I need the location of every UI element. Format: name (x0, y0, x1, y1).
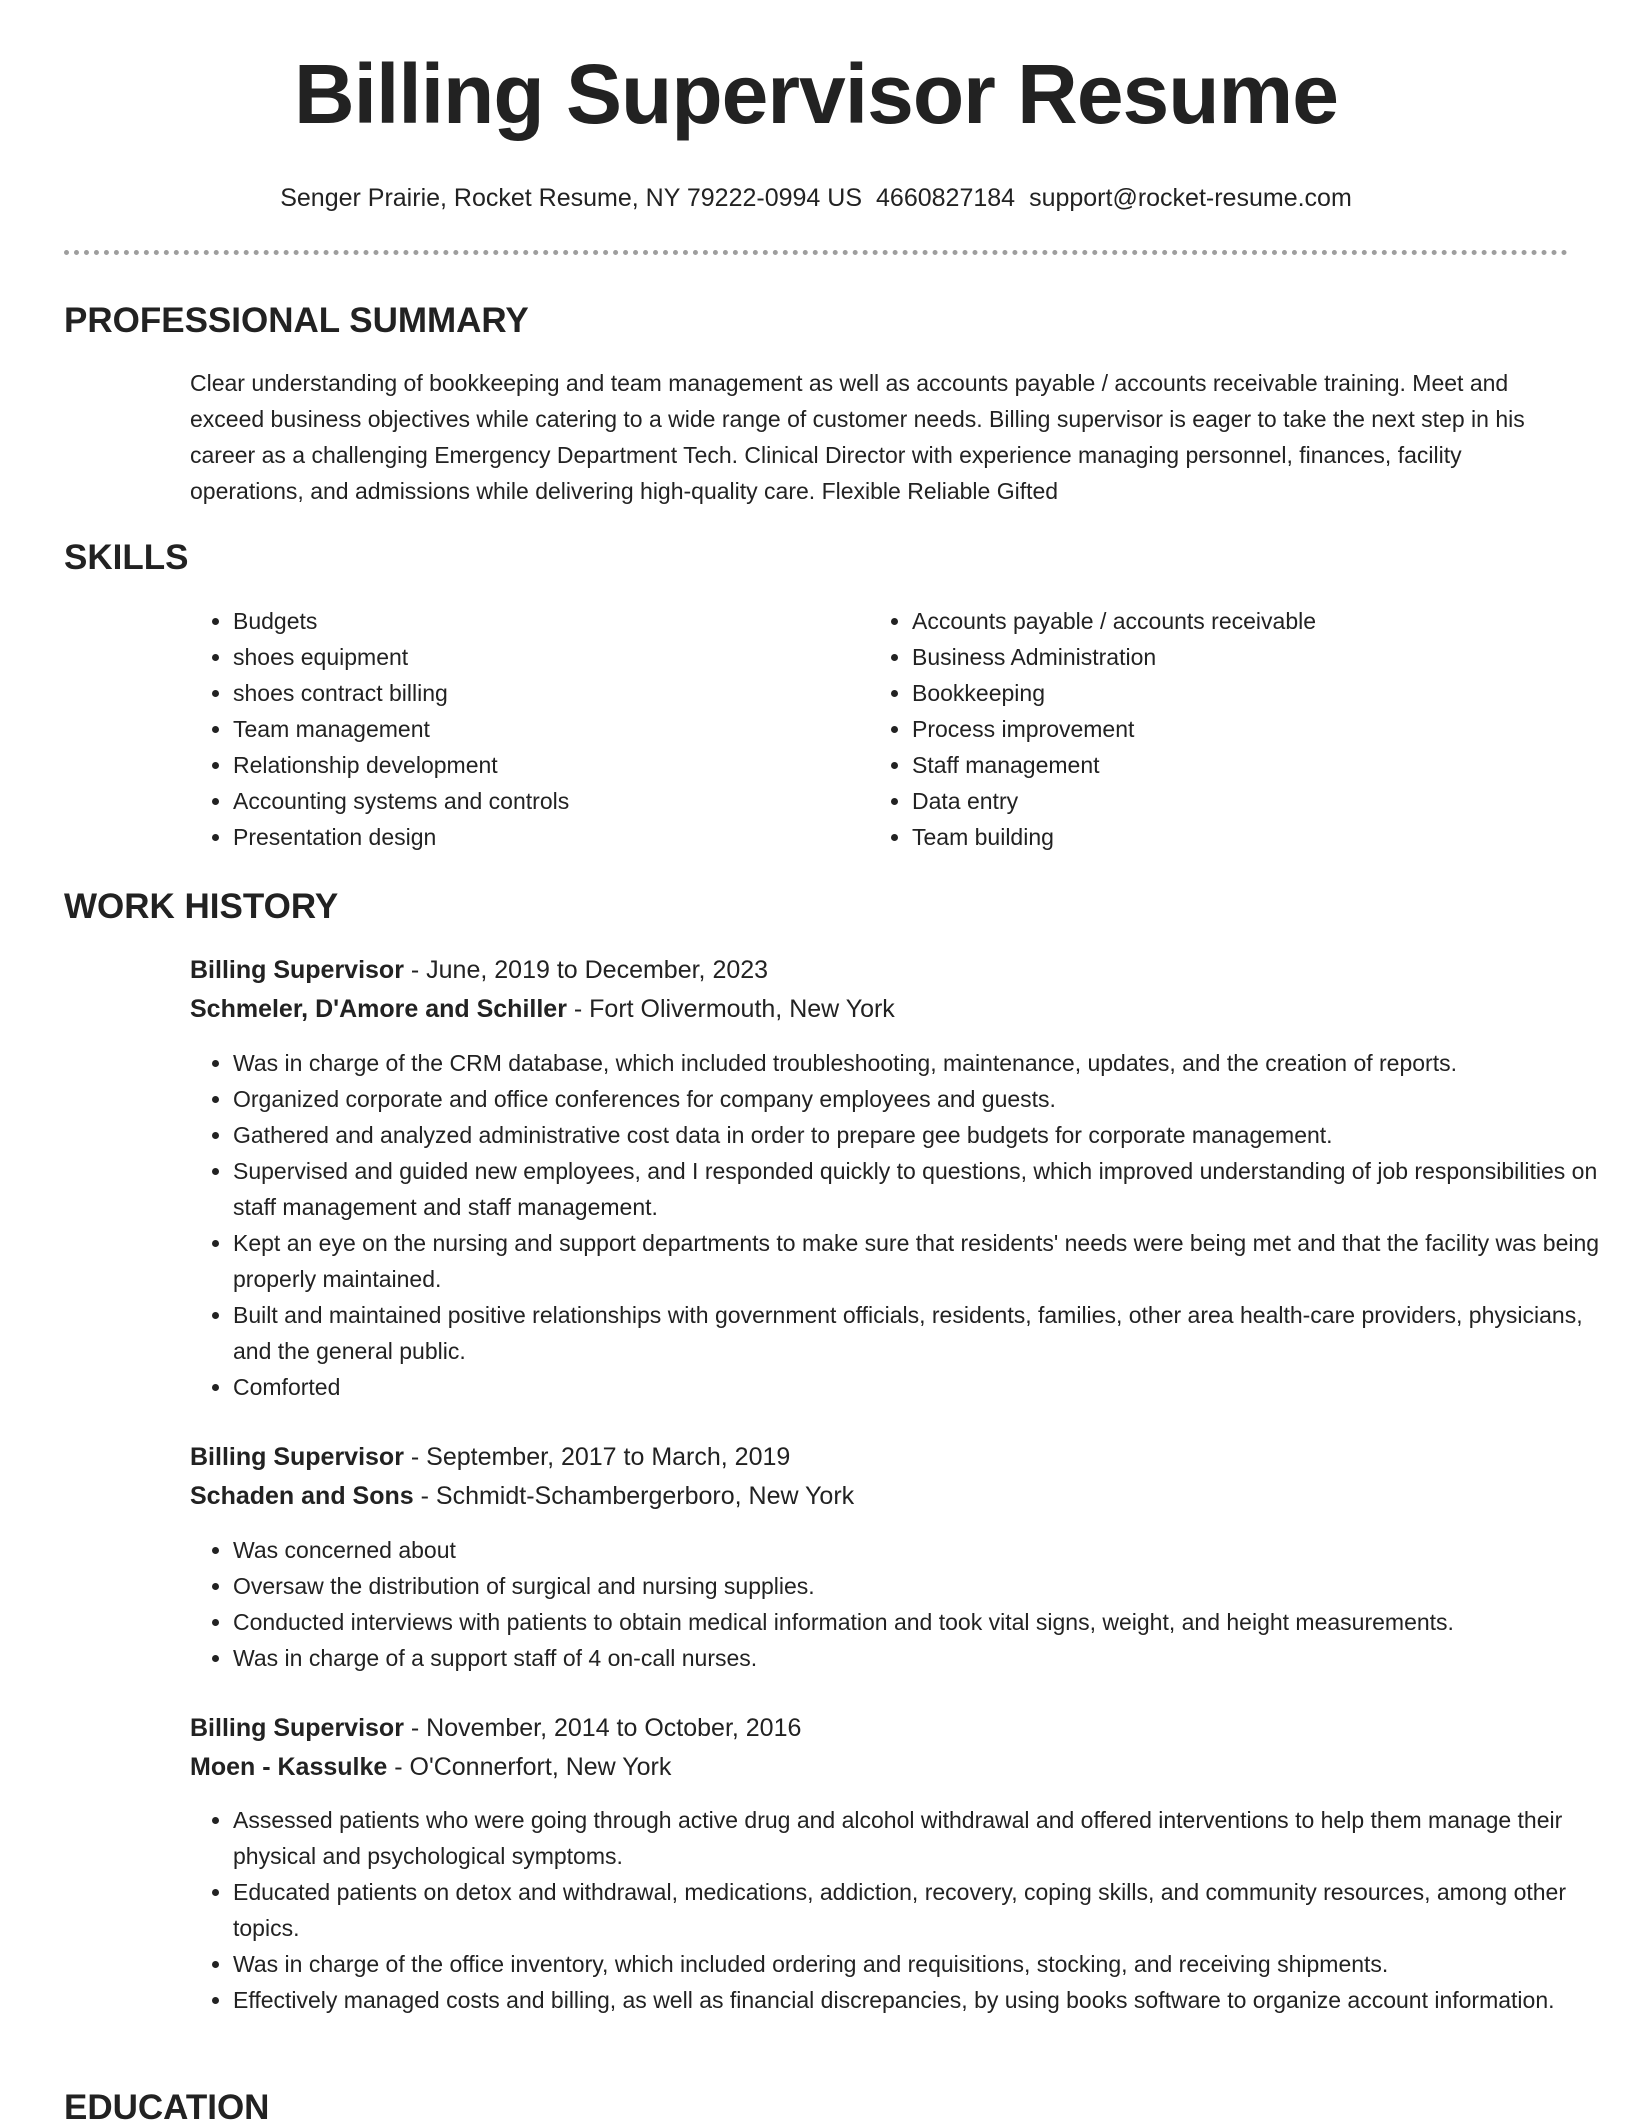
job-bullet: • Built and maintained positive relationships with government officials, residents, families, other area health-care providers, physicians, and the general public. (233, 1297, 1613, 1369)
job-role: Billing Supervisor (190, 1714, 404, 1742)
job-bullet: • Conducted interviews with patients to obtain medical information and took vital signs, weight, and height measurements. (233, 1604, 1613, 1640)
job-bullet: • Comforted (233, 1369, 1613, 1405)
job-role: Billing Supervisor (190, 956, 404, 984)
skill-item: • Relationship development (233, 747, 853, 783)
job-company: Moen - Kassulke (190, 1753, 388, 1781)
job-bullet: • Was concerned about (233, 1532, 1613, 1568)
skills-list-right (869, 603, 1532, 855)
summary-heading: PROFESSIONAL SUMMARY (64, 301, 529, 340)
job-bullet: • Organized corporate and office conferences for company employees and guests. (233, 1081, 1613, 1117)
contact-phone: 4660827184 (876, 184, 1016, 212)
skill-item: • Staff management (912, 747, 1532, 783)
job-dates: - June, 2019 to December, 2023 (403, 956, 769, 984)
skill-item: • Data entry (912, 783, 1532, 819)
skills-heading: SKILLS (64, 538, 189, 577)
header-divider (64, 250, 1568, 255)
job-title-line (190, 951, 1570, 990)
job-bullet: • Gathered and analyzed administrative cost data in order to prepare gee budgets for corporate management. (233, 1117, 1613, 1153)
skill-item: • Team management (233, 711, 853, 747)
skill-item: • Presentation design (233, 819, 853, 855)
skill-item: • Business Administration (912, 639, 1532, 675)
skill-item: • Accounts payable / accounts receivable (912, 603, 1532, 639)
contact-address: Senger Prairie, Rocket Resume, NY 79222-0994 US (280, 184, 863, 212)
contact-email[interactable]: support@rocket-resume.com (1029, 184, 1352, 212)
summary-text: Clear understanding of bookkeeping and team management as well as accounts payable / accounts receivable training. Meet and exceed business objectives while catering to a wide range of customer needs. Billing supervisor is eager to take the next step in his career as a challenging Emergency Department Tech. Clinical Director with experience managing personnel, finances, facility operations, and admissions while delivering high-quality care. Flexible Reliable Gifted (190, 370, 1525, 504)
job-bullet: • Was in charge of the office inventory, which included ordering and requisitions, stocking, and receiving shipments. (233, 1946, 1613, 1982)
education-heading: EDUCATION (64, 2088, 270, 2127)
job-dates: - November, 2014 to October, 2016 (403, 1714, 802, 1742)
job-bullet: • Educated patients on detox and withdrawal, medications, addiction, recovery, coping skills, and community resources, among other topics. (233, 1874, 1613, 1946)
job-bullets (190, 1802, 1613, 2018)
work-history-heading: WORK HISTORY (64, 887, 339, 926)
skill-item: • shoes equipment (233, 639, 853, 675)
job-title-line (190, 1438, 1570, 1477)
job-bullet: • Was in charge of the CRM database, which included troubleshooting, maintenance, updates, and the creation of reports. (233, 1045, 1613, 1081)
skill-item: • Process improvement (912, 711, 1532, 747)
skill-item: • Team building (912, 819, 1532, 855)
job-company: Schaden and Sons (190, 1482, 414, 1510)
skills-list-left (190, 603, 853, 855)
skill-item: • Budgets (233, 603, 853, 639)
contact-line (0, 183, 1632, 213)
resume-title: Billing Supervisor Resume (294, 47, 1338, 141)
job-bullet: • Effectively managed costs and billing, as well as financial discrepancies, by using books software to organize account information. (233, 1982, 1613, 2018)
job-dates: - September, 2017 to March, 2019 (403, 1443, 791, 1471)
job-company: Schmeler, D'Amore and Schiller (190, 995, 567, 1023)
job-bullet: • Oversaw the distribution of surgical and nursing supplies. (233, 1568, 1613, 1604)
job-company-line (190, 1748, 1570, 1787)
job-bullet: • Was in charge of a support staff of 4 on-call nurses. (233, 1640, 1613, 1676)
job-role: Billing Supervisor (190, 1443, 404, 1471)
job-bullet: • Assessed patients who were going through active drug and alcohol withdrawal and offered interventions to help them manage their physical and psychological symptoms. (233, 1802, 1613, 1874)
skill-item: • shoes contract billing (233, 675, 853, 711)
job-location: - Fort Olivermouth, New York (566, 995, 895, 1023)
skill-item: • Accounting systems and controls (233, 783, 853, 819)
job-location: - O'Connerfort, New York (387, 1753, 672, 1781)
job-location: - Schmidt-Schambergerboro, New York (413, 1482, 855, 1510)
job-title-line (190, 1709, 1570, 1748)
job-bullets (190, 1045, 1613, 1405)
job-company-line (190, 1477, 1570, 1516)
job-bullet: • Kept an eye on the nursing and support departments to make sure that residents' needs were being met and that the facility was being properly maintained. (233, 1225, 1613, 1297)
job-company-line (190, 990, 1570, 1029)
skill-item: • Bookkeeping (912, 675, 1532, 711)
job-bullets (190, 1532, 1613, 1676)
job-bullet: • Supervised and guided new employees, and I responded quickly to questions, which improved understanding of job responsibilities on staff management and staff management. (233, 1153, 1613, 1225)
